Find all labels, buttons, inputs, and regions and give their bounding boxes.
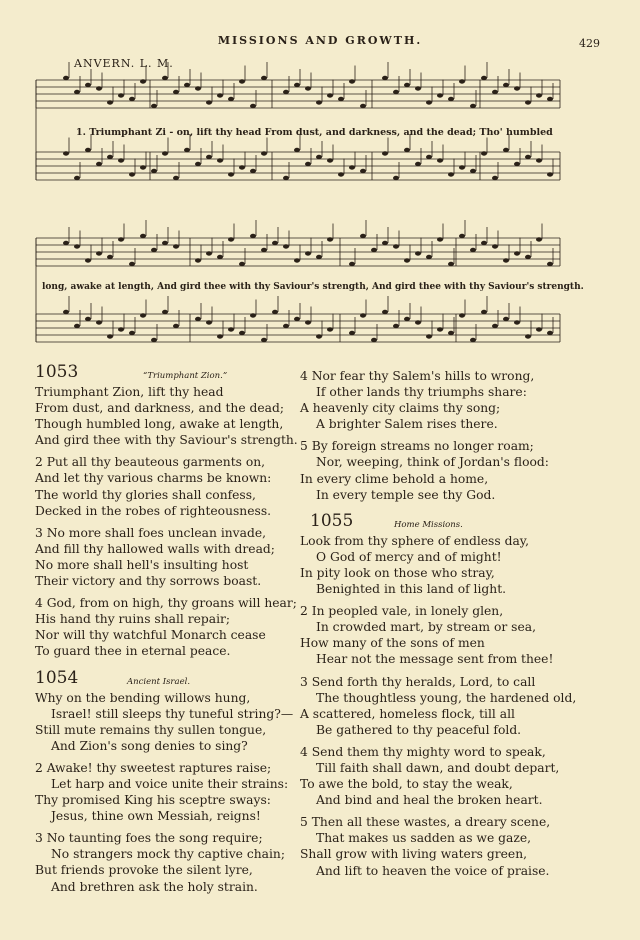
note-head [404,317,410,321]
note-head [118,158,124,162]
note-head [481,76,487,80]
note-head [96,162,102,166]
verse-line: Why on the bending willows hung, [35,690,251,705]
hymn-number: 1054 [35,667,79,688]
left-column [35,362,300,903]
note-head [437,237,443,241]
note-head [283,176,289,180]
verse-line: To awe the bold, to stay the weak, [300,777,513,792]
note-head [393,324,399,328]
note-head [250,104,256,108]
note-head [228,172,234,176]
verse-line: No more shall hell's insulting host [35,557,249,572]
verse-line: Israel! still sleeps thy tuneful string?— [51,706,294,721]
note-head [547,172,553,176]
verse-line: A scattered, homeless flock, till all [300,706,515,721]
note-head [382,151,388,155]
note-head [382,310,388,314]
note-head [206,155,212,159]
note-head [349,262,355,266]
note-head [536,327,542,331]
note-head [96,320,102,324]
note-head [448,331,454,335]
right-column [300,368,600,887]
note-head [162,310,168,314]
note-head [316,255,322,259]
music-score [0,0,640,360]
note-head [173,244,179,248]
verse-line: Till faith shall dawn, and doubt depart, [316,760,560,775]
note-head [206,320,212,324]
verse-line: That makes us sadden as we gaze, [316,831,532,846]
note-head [239,331,245,335]
hymn-1053 [35,362,300,660]
note-head [459,313,465,317]
note-head [294,83,300,87]
section-title: MISSIONS AND GROWTH. [217,34,423,47]
verse [300,814,600,878]
note-head [426,255,432,259]
verse-line: 2 Put all thy beauteous garments on, [35,455,266,470]
note-head [63,241,69,245]
note-head [140,165,146,169]
note-head [96,251,102,255]
note-head [525,100,531,104]
verse-line: The thoughtless young, the hardened old, [316,690,577,705]
verse-line: To guard thee in eternal peace. [35,644,231,659]
verse-line: Shall grow with living waters green, [300,847,528,862]
note-head [371,248,377,252]
note-head [415,162,421,166]
note-head [107,155,113,159]
note-head [261,151,267,155]
note-head [74,324,80,328]
lyric-line-1: 1. Triumphant Zi - on, lift thy head From dust, and darkness, and the dead; Tho' humbled [76,127,553,138]
verse-line: In pity look on those who stray, [300,565,495,580]
note-head [118,237,124,241]
note-head [536,237,542,241]
note-head [217,334,223,338]
note-head [404,83,410,87]
note-head [316,155,322,159]
note-head [195,162,201,166]
note-head [140,313,146,317]
note-head [305,320,311,324]
note-head [503,83,509,87]
note-head [459,79,465,83]
hymn-1054 [35,668,300,895]
note-head [228,237,234,241]
note-head [492,244,498,248]
note-head [294,258,300,262]
note-head [305,162,311,166]
note-head [481,310,487,314]
note-head [239,165,245,169]
verse [35,830,300,894]
note-head [217,93,223,97]
verse-line: The world thy glories shall confess, [35,487,256,502]
note-head [360,313,366,317]
note-head [547,97,553,101]
note-head [415,251,421,255]
verse-line: From dust, and darkness, and the dead; [35,401,285,416]
hymn-number: 1053 [35,362,79,382]
note-head [514,86,520,90]
note-head [415,86,421,90]
verse-line: A heavenly city claims thy song; [300,401,501,416]
verse-line: 3 Send forth thy heralds, Lord, to call [300,674,536,689]
note-head [305,86,311,90]
note-head [85,83,91,87]
verse-line: And Zion's song denies to sing? [51,738,248,753]
note-head [261,338,267,342]
note-head [349,79,355,83]
verse [300,533,600,597]
note-head [250,234,256,238]
verse [35,525,300,589]
verse-line: Triumphant Zion, lift thy head [35,385,224,399]
note-head [327,158,333,162]
note-head [503,317,509,321]
note-head [404,258,410,262]
note-head [173,90,179,94]
note-head [470,248,476,252]
hymn-title: Home Missions. [394,519,463,530]
note-head [261,76,267,80]
note-head [448,262,454,266]
note-head [327,93,333,97]
verse [300,674,600,738]
verse-line: 5 Then all these wastes, a dreary scene, [300,815,551,830]
note-head [173,324,179,328]
note-head [283,90,289,94]
verse-line: Their victory and thy sorrows boast. [35,574,262,589]
note-head [85,148,91,152]
verse-line: Hear not the message sent from thee! [316,652,554,667]
verse-line: How many of the sons of men [300,636,485,651]
note-head [272,241,278,245]
note-head [118,327,124,331]
note-head [470,338,476,342]
note-head [250,169,256,173]
note-head [195,86,201,90]
note-head [514,251,520,255]
verse [35,384,300,448]
hymn-1054-continued [300,368,600,503]
note-head [536,158,542,162]
note-head [492,90,498,94]
verse-line: And fill thy hallowed walls with dread; [35,541,275,556]
hymn-title: Ancient Israel. [127,676,191,687]
note-head [492,176,498,180]
note-head [85,317,91,321]
note-head [173,176,179,180]
verse-line: In every clime behold a home, [300,471,489,486]
note-head [118,93,124,97]
note-head [217,255,223,259]
note-head [327,237,333,241]
note-head [283,244,289,248]
verse-line: Jesus, thine own Messiah, reigns! [51,809,261,824]
note-head [217,158,223,162]
note-head [382,76,388,80]
verse-line: But friends provoke the silent lyre, [35,863,253,878]
verse-line: If other lands thy triumphs share: [316,385,527,400]
note-head [547,331,553,335]
note-head [503,258,509,262]
verse-line: Still mute remains thy sullen tongue, [35,722,267,737]
note-head [151,338,157,342]
verse [300,744,600,808]
verse-line: 3 No more shall foes unclean invade, [35,525,267,540]
note-head [294,148,300,152]
note-head [404,148,410,152]
note-head [228,327,234,331]
note-head [63,76,69,80]
note-head [459,234,465,238]
verse-line: Nor will thy watchful Monarch cease [35,628,266,643]
verse [300,368,600,432]
note-head [162,151,168,155]
verse [35,454,300,518]
note-head [437,93,443,97]
verse-line: No strangers mock thy captive chain; [51,847,285,862]
verse-line: Thy promised King his sceptre sways: [35,793,271,808]
note-head [514,162,520,166]
note-head [481,151,487,155]
note-head [129,172,135,176]
verse-line: Benighted in this land of light. [316,582,507,597]
note-head [283,324,289,328]
note-head [206,251,212,255]
note-head [316,100,322,104]
note-head [547,262,553,266]
verse-line: And gird thee with thy Saviour's strength. [35,433,298,448]
note-head [74,176,80,180]
note-head [239,262,245,266]
note-head [349,165,355,169]
note-head [360,104,366,108]
note-head [129,97,135,101]
note-head [426,100,432,104]
note-head [426,155,432,159]
verse-line: Nor, weeping, think of Jordan's flood: [316,455,549,470]
verse-line: 4 God, from on high, thy groans will hear; [35,596,297,611]
verse [35,595,300,659]
note-head [360,234,366,238]
note-head [536,93,542,97]
note-head [151,169,157,173]
note-head [250,313,256,317]
note-head [129,262,135,266]
verse-line: His hand thy ruins shall repair; [35,612,231,627]
note-head [74,90,80,94]
verse-line: Decked in the robes of righteousness. [35,503,272,518]
verse-line: Though humbled long, awake at length, [35,417,284,432]
note-head [327,327,333,331]
verse-line: And lift to heaven the voice of praise. [316,863,550,878]
note-head [162,76,168,80]
note-head [294,317,300,321]
note-head [470,169,476,173]
verse-line: And bind and heal the broken heart. [316,793,543,808]
note-head [151,248,157,252]
note-head [184,148,190,152]
note-head [459,165,465,169]
hymn-title: “Triumphant Zion.” [143,371,228,381]
note-head [140,79,146,83]
note-head [382,241,388,245]
note-head [481,241,487,245]
lyric-line-2: long, awake at length, And gird thee with thy Saviour's strength, And gird thee with thy Saviour's strength. [42,282,584,292]
note-head [393,244,399,248]
note-head [503,148,509,152]
note-head [349,331,355,335]
note-head [140,234,146,238]
note-head [338,97,344,101]
verse-line: Look from thy sphere of endless day, [300,533,529,548]
note-head [107,100,113,104]
note-head [470,104,476,108]
note-head [525,155,531,159]
note-head [360,169,366,173]
verse-line: And let thy various charms be known: [35,471,272,486]
note-head [85,258,91,262]
note-head [272,310,278,314]
note-head [206,100,212,104]
verse [300,603,600,667]
note-head [514,320,520,324]
note-head [107,334,113,338]
verse-line: Be gathered to thy peaceful fold. [316,722,522,737]
verse-line: 4 Send them thy mighty word to speak, [300,744,546,759]
note-head [195,258,201,262]
note-head [261,248,267,252]
note-head [239,79,245,83]
verse-line: 3 No taunting foes the song require; [35,831,263,846]
page-number: 429 [579,37,600,50]
note-head [129,331,135,335]
verse [35,690,300,754]
verse-line: In every temple see thy God. [316,487,496,502]
note-head [151,104,157,108]
note-head [448,97,454,101]
verse [35,760,300,824]
note-head [316,334,322,338]
verse-line: 4 Nor fear thy Salem's hills to wrong, [300,369,535,383]
note-head [195,317,201,321]
note-head [162,241,168,245]
note-head [492,324,498,328]
hymn-number: 1055 [310,510,354,531]
verse-line: Let harp and voice unite their strains: [51,776,289,791]
note-head [338,172,344,176]
tune-name: ANVERN. L. M. [74,57,174,70]
note-head [426,334,432,338]
note-head [525,255,531,259]
note-head [525,334,531,338]
note-head [437,327,443,331]
verse-line: And brethren ask the holy strain. [51,879,258,894]
note-head [437,158,443,162]
verse-line: 5 By foreign streams no longer roam; [300,439,534,454]
note-head [96,86,102,90]
note-head [393,176,399,180]
note-head [371,338,377,342]
note-head [63,310,69,314]
verse-line: 2 In peopled vale, in lonely glen, [300,604,504,619]
note-head [74,244,80,248]
note-head [107,255,113,259]
note-head [415,320,421,324]
verse-line: A brighter Salem rises there. [316,417,498,432]
note-head [228,97,234,101]
hymn-1055 [300,511,600,879]
note-head [305,251,311,255]
verse-line: In crowded mart, by stream or sea, [316,620,536,635]
verse-line: O God of mercy and of might! [316,549,502,564]
note-head [63,151,69,155]
verse-line: 2 Awake! thy sweetest raptures raise; [35,760,272,775]
verse [300,438,600,502]
note-head [393,90,399,94]
note-head [184,83,190,87]
note-head [448,172,454,176]
